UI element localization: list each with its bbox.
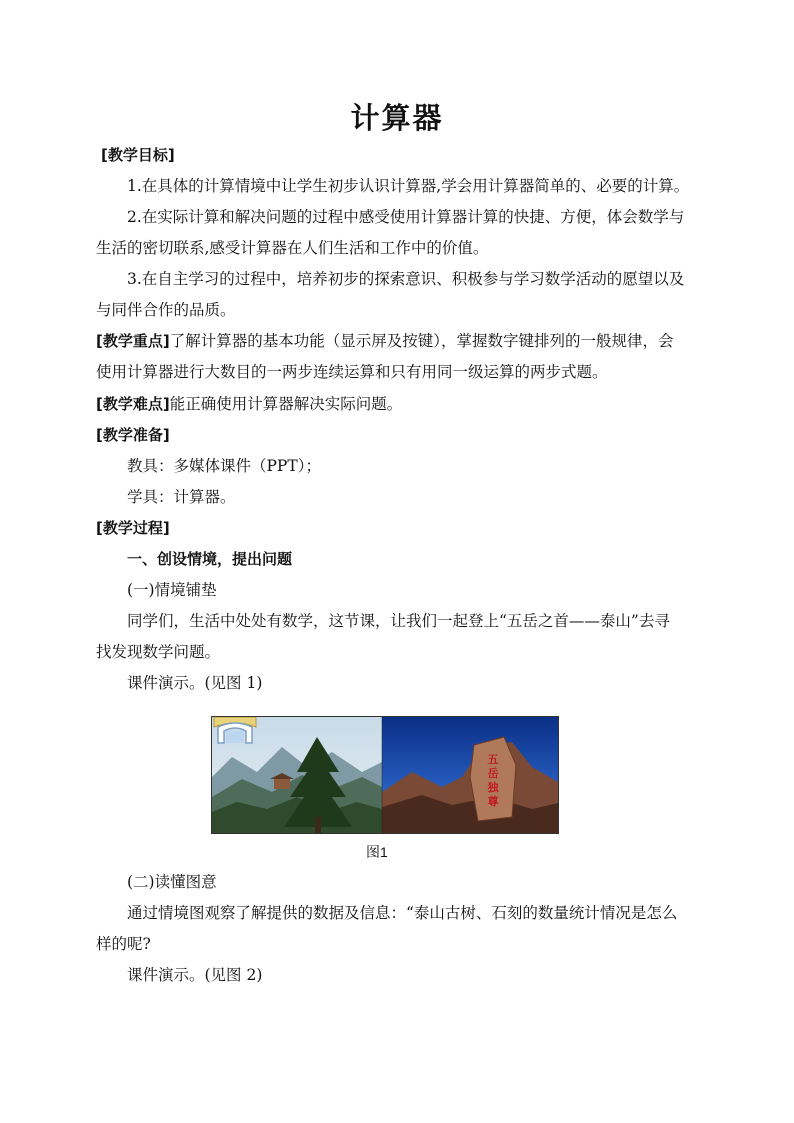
- stone-inscription-char-2: 岳: [487, 767, 499, 780]
- difficulty-text: 能正确使用计算器解决实际问题。: [169, 395, 403, 413]
- para-1-line-1: 同学们，生活中处处有数学，这节课，让我们一起登上“五岳之首——泰山”去寻: [127, 612, 670, 630]
- goal-1: 1.在具体的计算情境中让学生初步认识计算器,学会用计算器简单的、必要的计算。: [127, 177, 690, 195]
- key-point-line-2: 使用计算器进行大数目的一两步连续运算和只有用同一级运算的两步式题。: [96, 363, 608, 381]
- goal-heading: [教学目标]: [101, 146, 175, 164]
- sub-1-heading: (一)情境铺垫: [127, 581, 217, 599]
- goal-2-line-2: 生活的密切联系,感受计算器在人们生活和工作中的价值。: [96, 239, 489, 257]
- prep-student: 学具：计算器。: [127, 488, 236, 506]
- taishan-figure: [211, 716, 559, 834]
- section-1-heading: 一、创设情境，提出问题: [127, 550, 293, 568]
- sub-2-heading: (二)读懂图意: [127, 873, 217, 891]
- stone-inscription-char-3: 独: [487, 781, 499, 794]
- goal-3-line-2: 与同伴合作的品质。: [96, 301, 236, 319]
- key-point-text: 了解计算器的基本功能（显示屏及按键），掌握数字键排列的一般规律，会: [169, 332, 674, 350]
- para-2-line-1: 通过情境图观察了解提供的数据及信息：“泰山古树、石刻的数量统计情况是怎么: [127, 904, 678, 922]
- demo-1: 课件演示。(见图 1): [127, 674, 263, 692]
- goal-3-line-1: 3.在自主学习的过程中，培养初步的探索意识、积极参与学习数学活动的愿望以及: [127, 270, 685, 288]
- key-point: [96, 331, 706, 351]
- key-point-label: [教学重点]: [96, 332, 170, 350]
- figure-caption: 图1: [366, 844, 388, 860]
- para-1-line-2: 找发现数学问题。: [96, 643, 221, 661]
- goal-2-line-1: 2.在实际计算和解决问题的过程中感受使用计算器计算的快捷、方便，体会数学与: [127, 208, 685, 226]
- demo-2: 课件演示。(见图 2): [127, 966, 263, 984]
- stone-inscription-char-1: 五: [487, 753, 499, 766]
- difficulty: [96, 394, 706, 414]
- prep-teacher: 教具：多媒体课件（PPT）；: [127, 457, 321, 475]
- taishan-photo-collage: [212, 717, 558, 833]
- prep-heading: [教学准备]: [96, 426, 170, 444]
- difficulty-label: [教学难点]: [96, 395, 170, 413]
- stone-inscription-char-4: 尊: [487, 795, 499, 808]
- document-title: 计算器: [350, 101, 444, 135]
- para-2-line-2: 样的呢?: [96, 935, 151, 953]
- process-heading: [教学过程]: [96, 519, 170, 537]
